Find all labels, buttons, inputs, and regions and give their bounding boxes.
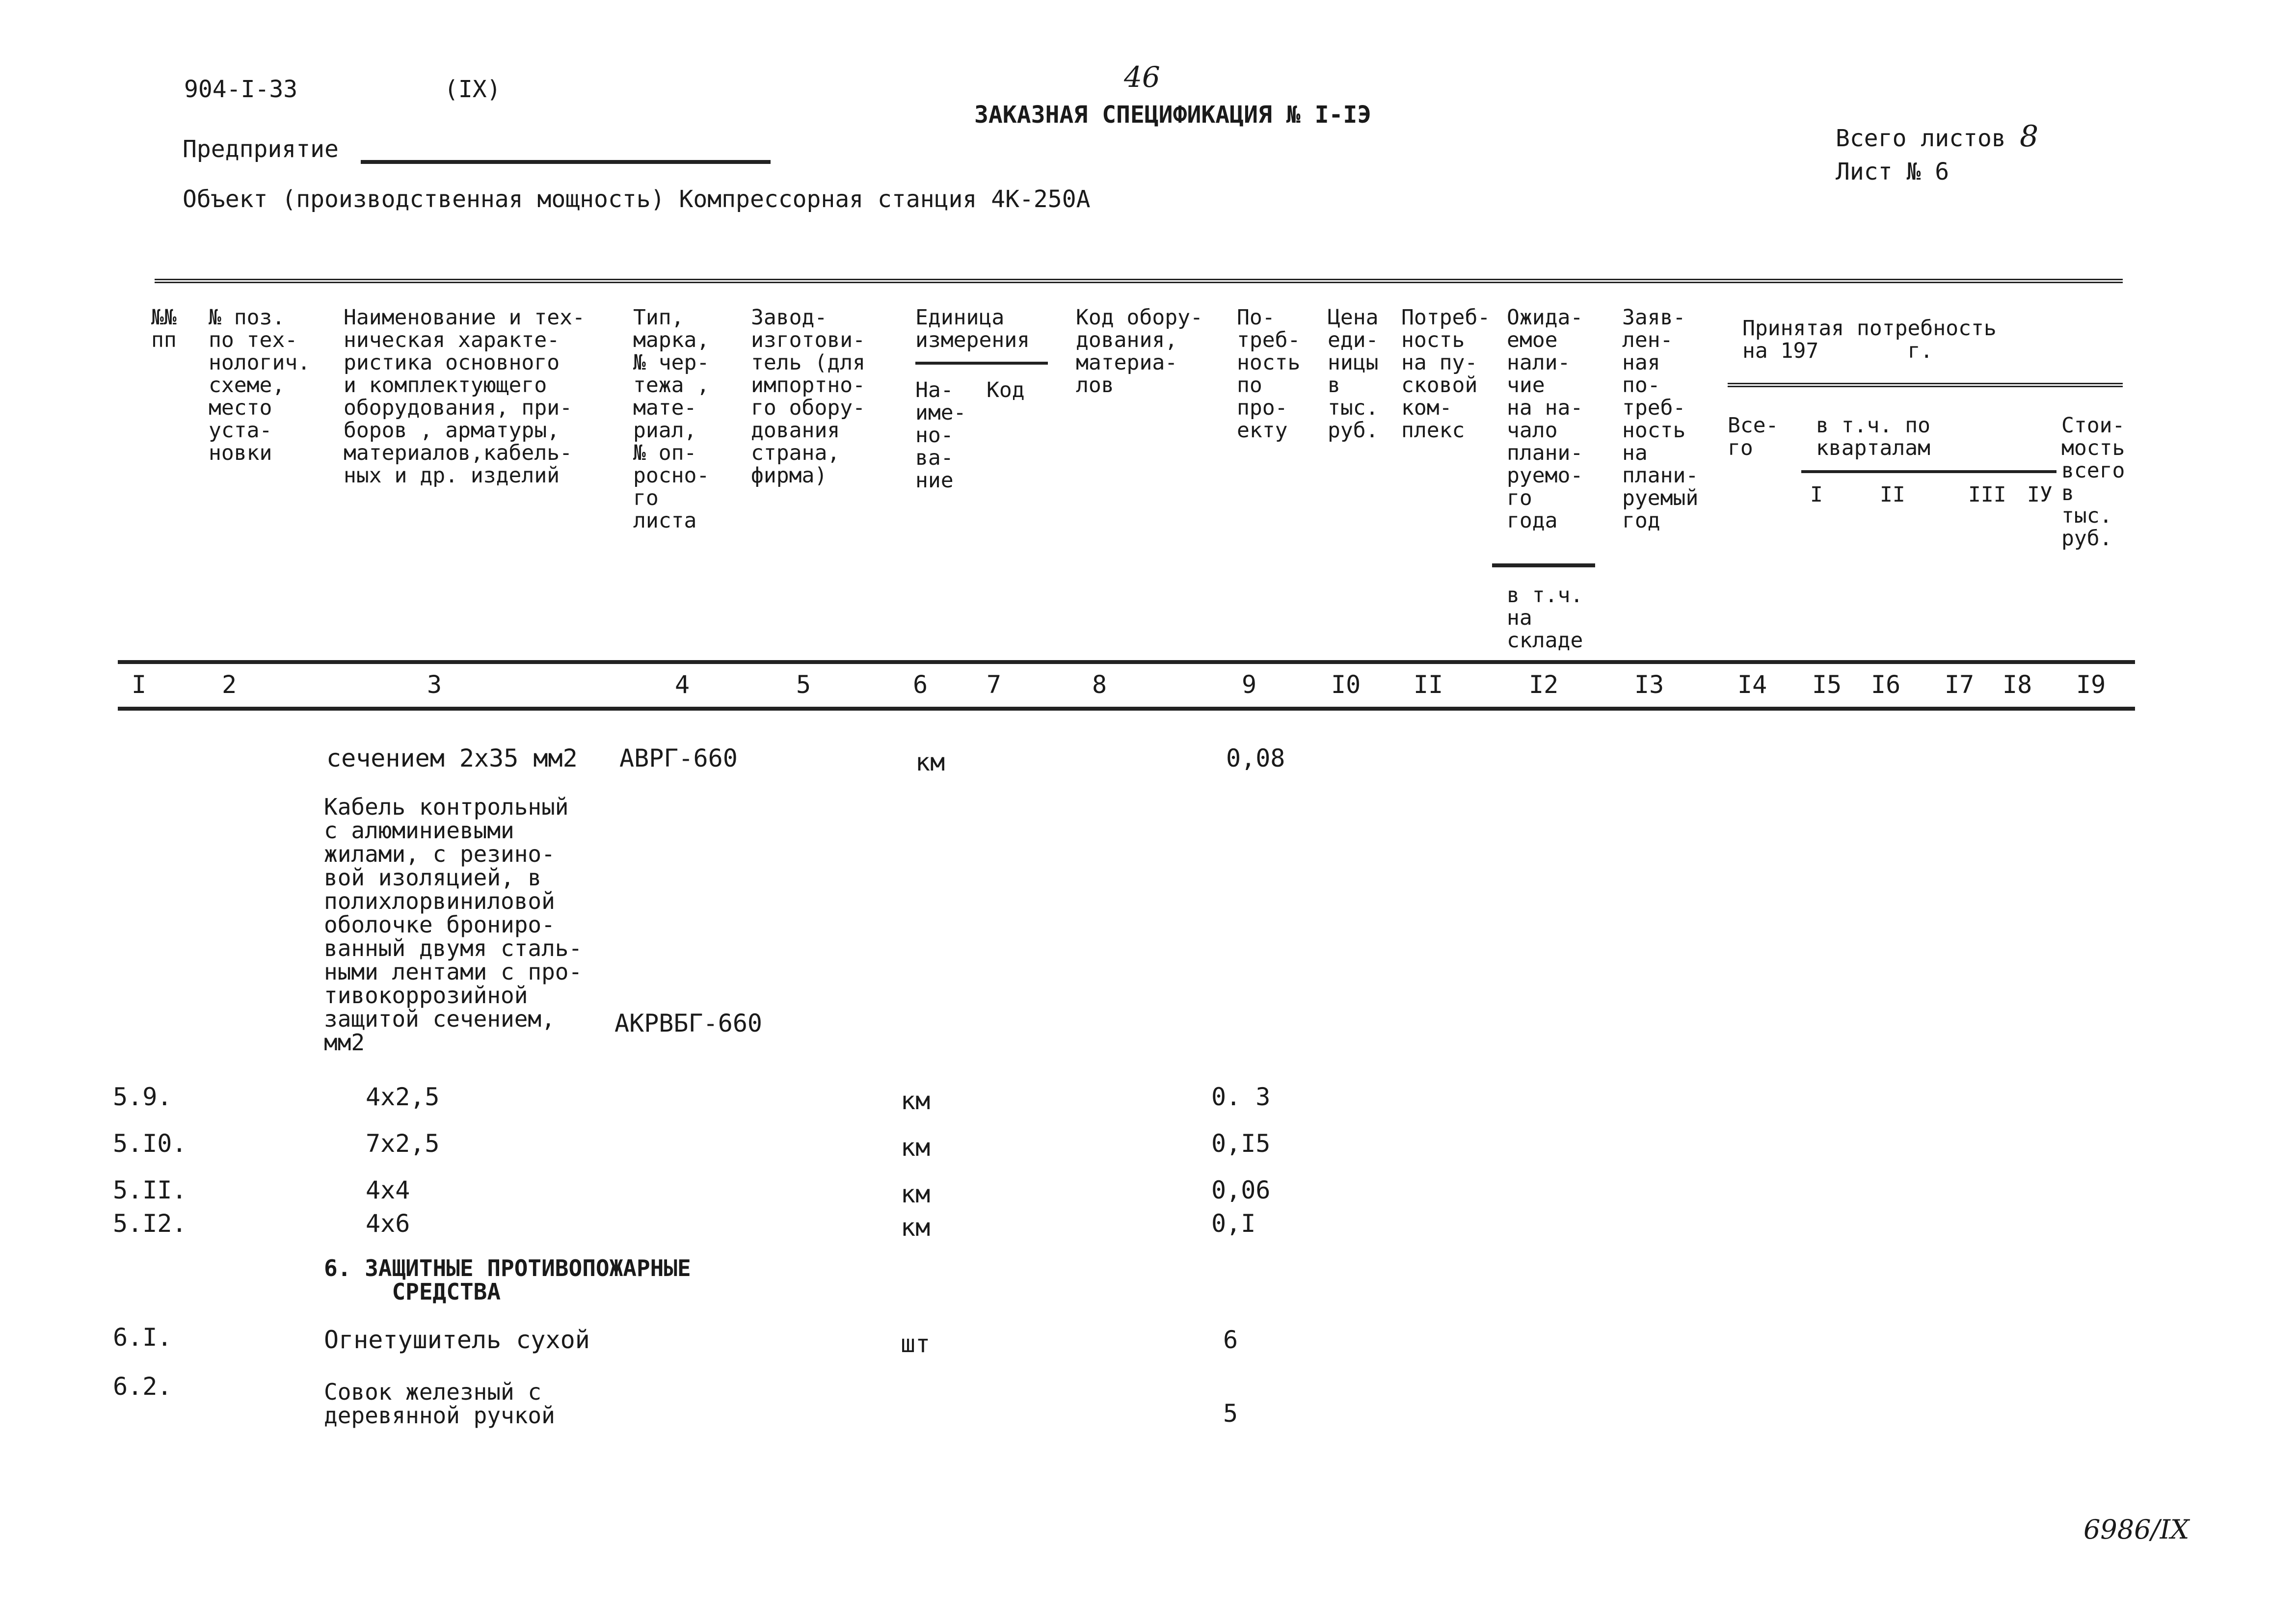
header-accepted: Принятая потребность на 197 г. [1742,316,1997,363]
header-col-5: Завод- изготови- тель (для импортно- го обору- дования страна, фирма) [751,305,865,488]
enterprise-underline [361,160,771,164]
footer-stamp: 6986/IX [2083,1514,2189,1545]
col-number: 2 [222,670,237,699]
table-row-unit: км [915,748,945,776]
table-row-qty: 0. 3 [1211,1083,1271,1111]
object-line: Объект (производственная мощность) Компрессорная станция 4К-250А [183,186,1091,213]
header-col-8: Код обору- дования, материа- лов [1076,305,1203,398]
table-row-num: 5.II. [113,1176,187,1204]
col-number: I3 [1634,670,1664,699]
header-col-14: Все- го [1728,413,1779,460]
table-row-name: 4х2,5 [366,1083,440,1111]
table-row-unit: км [901,1087,931,1115]
table-row-unit: шт [901,1330,931,1358]
col-number: I9 [2076,670,2106,699]
table-row-type: АВРГ-660 [619,744,738,772]
col-number: I6 [1871,670,1901,699]
header-col-2: № поз. по тех- нологич. схеме, место уста- новки [209,305,311,465]
col-number: 8 [1092,670,1107,699]
sheets-total-value: 8 [2020,119,2039,154]
header-col-12: Ожида- емое нали- чие на на- чало плани- руемо- го года [1507,305,1583,533]
header-col-4: Тип, марка, № чер- тежа , мате- риал, № оп- росно- го листа [633,305,710,533]
sheets-total-label: Всего листов [1836,125,2006,152]
header-q2: II [1880,482,1905,507]
table-row-num: 5.I2. [113,1209,187,1238]
header-col-12b: в т.ч. на складе [1507,583,1583,653]
table-row-unit: км [901,1180,931,1208]
page-number: 46 [1124,60,1160,94]
table-row-unit: км [901,1133,931,1162]
col-number: 3 [427,670,442,699]
col-number: I4 [1737,670,1767,699]
unit-group-rule [915,362,1048,365]
header-q1: I [1810,482,1823,507]
header-q4: IУ [2027,482,2053,507]
col-number: I7 [1945,670,1975,699]
header-col-13: Заяв- лен- ная по- треб- ность на плани- руемый год [1622,305,1699,533]
col-number: I [132,670,147,699]
col-number: I2 [1529,670,1559,699]
col-number: II [1414,670,1443,699]
table-row-name: 7х2,5 [366,1129,440,1158]
table-row-qty: 5 [1223,1399,1238,1428]
col-number: I5 [1812,670,1842,699]
table-row-name: Совок железный с деревянной ручкой [324,1379,555,1429]
table-row-name: Огнетушитель сухой [324,1326,590,1354]
header-q3: III [1968,482,2006,507]
col-number: 9 [1242,670,1257,699]
quarters-rule [1801,470,2056,473]
section-heading: 6. ЗАЩИТНЫЕ ПРОТИВОПОЖАРНЫЕ СРЕДСТВА [324,1255,691,1305]
table-top-rule [155,279,2123,283]
volume: (IX) [444,76,501,103]
col-number: 5 [796,670,811,699]
col-number: I0 [1331,670,1361,699]
enterprise-label: Предприятие [183,135,339,163]
col-number-rule [118,707,2135,711]
sheet-label: Лист № 6 [1836,158,1949,186]
header-bottom-rule [118,660,2135,664]
col-number: 4 [675,670,690,699]
header-unit-group: Единица измерения [915,305,1030,352]
table-row-qty: 0,06 [1211,1176,1271,1204]
table-row-num: 5.9. [113,1083,172,1111]
accepted-rule [1728,383,2123,387]
table-row-num: 6.I. [113,1323,172,1352]
table-row-qty: 0,I5 [1211,1129,1271,1158]
header-col-1: №№ пп [151,305,177,352]
table-row-num: 6.2. [113,1372,172,1401]
header-col-9: По- треб- ность по про- екту [1237,305,1301,443]
table-row-name: 4х6 [366,1209,410,1238]
table-row-name: Кабель контрольный с алюминиевыми жилами, с резино- вой изоляцией, в полихлорвиниловой оболочке брониро- ванный двумя сталь- ными лентами с про- тивокоррозийной защитой сечением, мм2 [324,794,583,1056]
table-row-name: 4х4 [366,1176,410,1204]
col-number: 6 [913,670,928,699]
table-row-unit: км [901,1213,931,1242]
header-quarters: в т.ч. по кварталам [1816,413,1930,460]
table-row-num: 5.I0. [113,1129,187,1158]
doc-code: 904-I-33 [184,76,298,103]
table-row-qty: 6 [1223,1326,1238,1354]
header-col-19: Стои- мость всего в тыс. руб. [2061,413,2125,551]
header-col-3: Наименование и тех- ническая характе- ристика основного и комплектующего оборудования, при- боров , арматуры, материалов,кабель- ных и др. изделий [344,305,585,488]
table-row-qty: 0,08 [1226,744,1285,772]
header-col-7: Код [987,378,1025,402]
header-col-6: На- име- но- ва- ние [915,378,966,493]
header-col-10: Цена еди- ницы в тыс. руб. [1328,305,1379,443]
col-12-rule [1492,563,1595,567]
table-row-qty: 0,I [1211,1209,1256,1238]
table-row-name: сечением 2х35 мм2 [326,744,578,772]
header-col-11: Потреб- ность на пу- сковой ком- плекс [1401,305,1491,443]
col-number: 7 [987,670,1002,699]
table-row-type: АКРВБГ-660 [614,1009,763,1038]
page-title: ЗАКАЗНАЯ СПЕЦИФИКАЦИЯ № I-IЭ [974,101,1372,129]
col-number: I8 [2002,670,2032,699]
